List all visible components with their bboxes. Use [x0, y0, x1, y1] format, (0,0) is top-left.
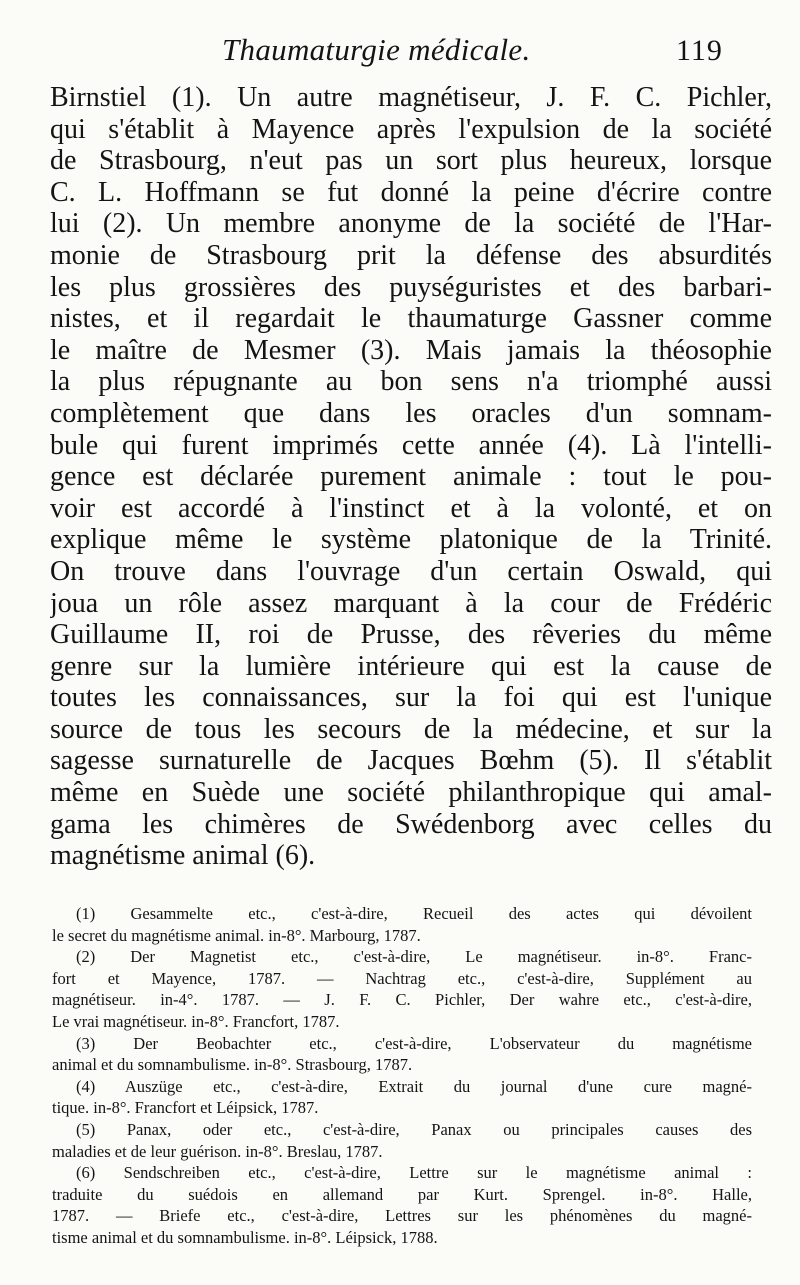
text-line: le maître de Mesmer (3). Mais jamais la théosophie: [50, 334, 772, 366]
text-line: monie de Strasbourg prit la défense des absurdités: [50, 239, 772, 271]
text-line: Guillaume II, roi de Prusse, des rêveries du même: [50, 619, 772, 651]
text-line: source de tous les secours de la médecine, et sur la: [50, 713, 772, 745]
text-line: joua un rôle assez marquant à la cour de Frédéric: [50, 587, 772, 619]
text-line: nistes, et il regardait le thaumaturge Gassner comme: [50, 303, 772, 335]
footnote-line: (2) Der Magnetist etc., c'est-à-dire, Le magnétiseur. in-8°. Franc-: [76, 947, 752, 967]
text-line: gama les chimères de Swédenborg avec celles du: [50, 808, 772, 840]
text-line: explique même le système platonique de la Trinité.: [50, 524, 772, 556]
text-line: bule qui furent imprimés cette année (4). Là l'intelli-: [50, 429, 772, 461]
main-text: [50, 82, 772, 872]
footnote-line: 1787. — Briefe etc., c'est-à-dire, Lettres sur les phénomènes du magné-: [52, 1206, 752, 1226]
footnote-line: Le vrai magnétiseur. in-8°. Francfort, 1787.: [52, 1011, 340, 1031]
text-line: genre sur la lumière intérieure qui est la cause de: [50, 650, 772, 682]
page-header: [0, 28, 800, 78]
text-line: C. L. Hoffmann se fut donné la peine d'écrire contre: [50, 176, 772, 208]
text-line: de Strasbourg, n'eut pas un sort plus heureux, lorsque: [50, 145, 772, 177]
footnote-line: traduite du suédois en allemand par Kurt. Sprengel. in-8°. Halle,: [52, 1184, 752, 1204]
footnote-line: (6) Sendschreiben etc., c'est-à-dire, Lettre sur le magnétisme animal :: [76, 1163, 752, 1183]
text-line: même en Suède une société philanthropique qui amal-: [50, 777, 772, 809]
footnote-line: magnétiseur. in-4°. 1787. — J. F. C. Pichler, Der wahre etc., c'est-à-dire,: [52, 990, 752, 1010]
footnote-line: (4) Auszüge etc., c'est-à-dire, Extrait du journal d'une cure magné-: [76, 1076, 752, 1096]
text-line: la plus répugnante au bon sens n'a triomphé aussi: [50, 366, 772, 398]
text-line: Birnstiel (1). Un autre magnétiseur, J. F. C. Pichler,: [50, 82, 772, 113]
footnotes: [52, 903, 752, 1249]
text-line: les plus grossières des puységuristes et des barbari-: [50, 271, 772, 303]
page-number: 119: [676, 34, 723, 67]
text-line: gence est déclarée purement animale : tout le pou-: [50, 461, 772, 493]
running-title: Thaumaturgie médicale.: [222, 32, 531, 67]
text-line: voir est accordé à l'instinct et à la volonté, et on: [50, 492, 772, 524]
footnote-line: (5) Panax, oder etc., c'est-à-dire, Panax ou principales causes des: [76, 1119, 752, 1139]
text-line: sagesse surnaturelle de Jacques Bœhm (5). Il s'établit: [50, 745, 772, 777]
footnote-line: le secret du magnétisme animal. in-8°. Marbourg, 1787.: [52, 925, 421, 945]
footnote-line: tisme animal et du somnambulisme. in-8°. Léipsick, 1788.: [52, 1227, 438, 1247]
text-line: complètement que dans les oracles d'un somnam-: [50, 397, 772, 429]
text-line: On trouve dans l'ouvrage d'un certain Oswald, qui: [50, 555, 772, 587]
footnote-line: animal et du somnambulisme. in-8°. Strasbourg, 1787.: [52, 1055, 413, 1075]
text-line: toutes les connaissances, sur la foi qui est l'unique: [50, 682, 772, 714]
footnote-line: (3) Der Beobachter etc., c'est-à-dire, L'observateur du magnétisme: [76, 1033, 752, 1053]
text-line: magnétisme animal (6).: [50, 840, 316, 872]
text-line: lui (2). Un membre anonyme de la société de l'Har-: [50, 208, 772, 240]
footnote-line: fort et Mayence, 1787. — Nachtrag etc., c'est-à-dire, Supplément au: [52, 968, 752, 988]
footnote-line: (1) Gesammelte etc., c'est-à-dire, Recueil des actes qui dévoilent: [76, 904, 752, 923]
footnote-line: tique. in-8°. Francfort et Léipsick, 1787.: [52, 1098, 319, 1118]
footnote-line: maladies et de leur guérison. in-8°. Breslau, 1787.: [52, 1141, 383, 1161]
text-line: qui s'établit à Mayence après l'expulsion de la société: [50, 113, 772, 145]
